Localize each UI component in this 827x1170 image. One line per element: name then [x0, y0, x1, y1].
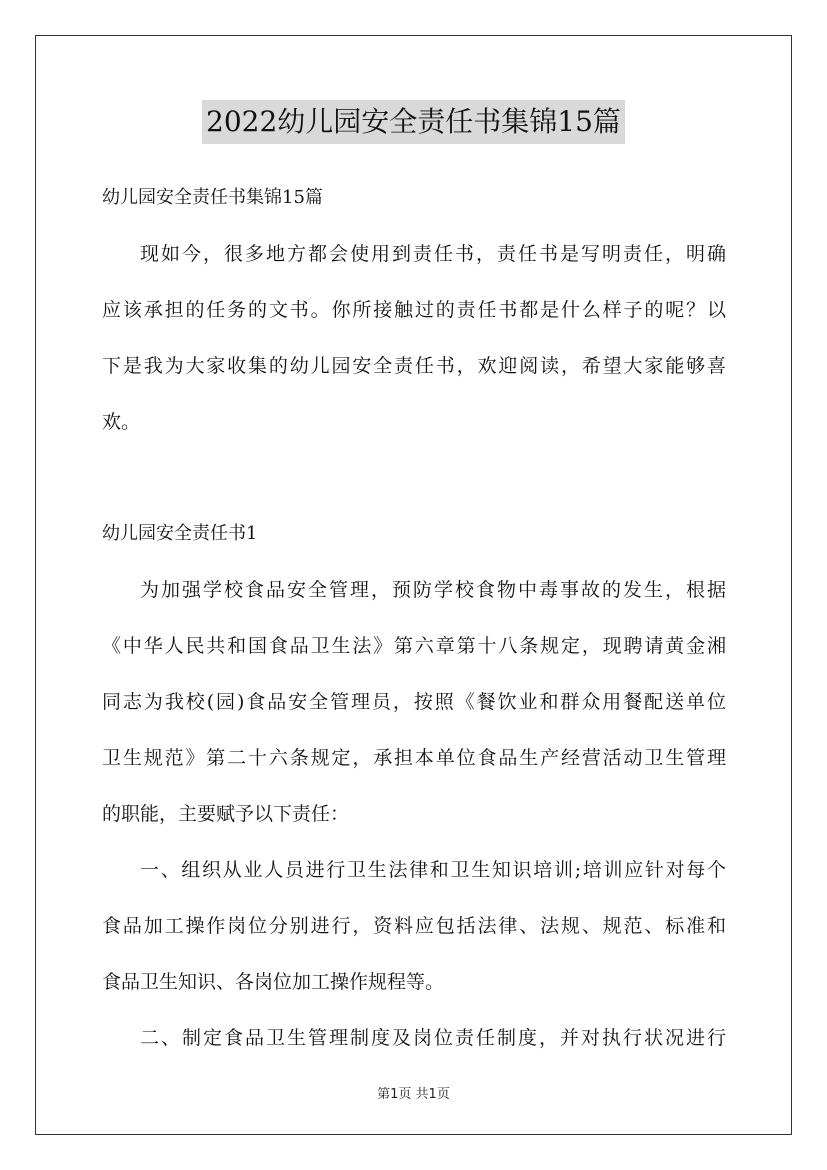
title-container [0, 100, 827, 144]
paragraph-line: 同志为我校(园)食品安全管理员，按照《餐饮业和群众用餐配送单位 [102, 691, 726, 713]
paragraph-line: 的职能，主要赋予以下责任： [102, 803, 350, 825]
document-body [102, 170, 726, 1066]
paragraph-line: 应该承担的任务的文书。你所接触过的责任书都是什么样子的呢？以 [102, 299, 726, 321]
document-subtitle: 幼儿园安全责任书集锦15篇 [102, 187, 323, 208]
paragraph-line: 卫生规范》第二十六条规定，承担本单位食品生产经营活动卫生管理 [102, 747, 726, 769]
document-title: 2022幼儿园安全责任书集锦15篇 [202, 100, 625, 144]
intro-paragraph [102, 226, 726, 450]
paragraph-line: 欢。 [102, 411, 141, 433]
paragraph-line: 下是我为大家收集的幼儿园安全责任书，欢迎阅读，希望大家能够喜 [102, 355, 726, 377]
section-heading: 幼儿园安全责任书1 [102, 523, 258, 544]
paragraph-line: 现如今，很多地方都会使用到责任书，责任书是写明责任，明确 [140, 243, 726, 265]
paragraph-2 [102, 842, 726, 1010]
paragraph-line: 《中华人民共和国食品卫生法》第六章第十八条规定，现聘请黄金湘 [102, 635, 726, 657]
paragraph-line: 食品卫生知识、各岗位加工操作规程等。 [102, 971, 445, 993]
paragraph-line: 为加强学校食品安全管理，预防学校食物中毒事故的发生，根据 [140, 579, 726, 601]
paragraph-line: 一、组织从业人员进行卫生法律和卫生知识培训;培训应针对每个 [140, 859, 726, 881]
paragraph-line: 食品加工操作岗位分别进行，资料应包括法律、法规、规范、标准和 [102, 915, 726, 937]
paragraph-1 [102, 562, 726, 842]
paragraph-gap [102, 450, 726, 506]
paragraph-3 [102, 1010, 726, 1066]
paragraph-line: 二、制定食品卫生管理制度及岗位责任制度，并对执行状况进行 [140, 1027, 726, 1049]
page-number-footer: 第1页 共1页 [377, 1087, 450, 1102]
